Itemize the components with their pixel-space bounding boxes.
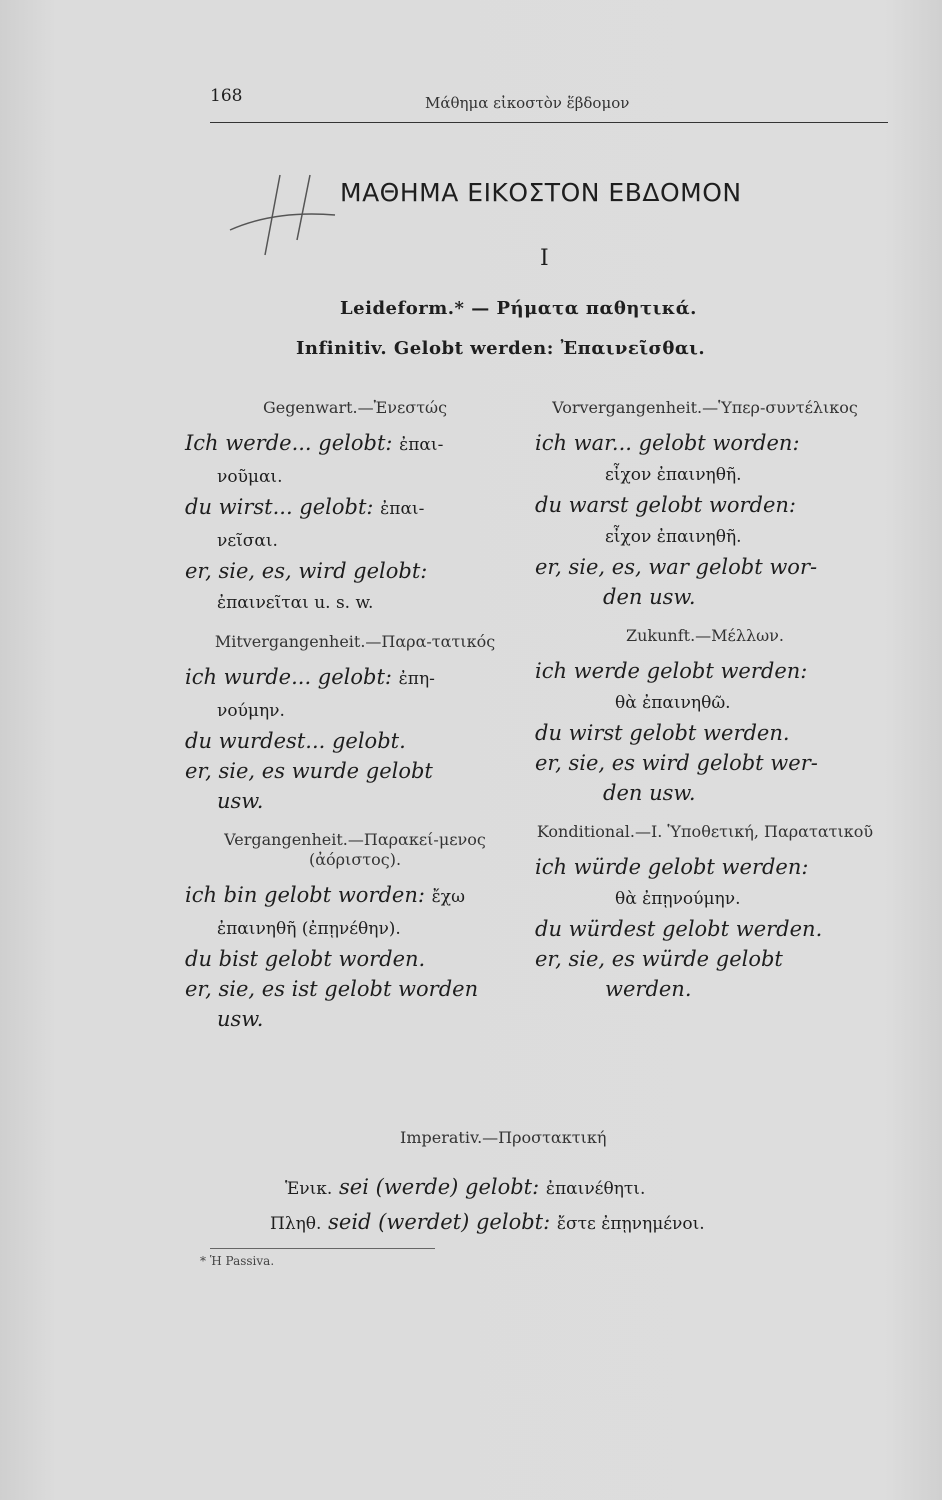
section-number: I: [540, 246, 549, 271]
conjugation-line: νοῦμαι.: [217, 467, 283, 487]
right-column: [535, 398, 875, 1004]
conjugation-line: er, sie, es, war gelobt wor-: [535, 555, 818, 579]
conjugation-line: er, sie, es wird gelobt wer-: [535, 751, 818, 775]
lesson-title: ΜΑΘΗΜΑ ΕΙΚΟΣΤΟΝ ΕΒΔΟΜΟΝ: [340, 178, 742, 207]
conjugation-line: ich bin gelobt worden: ἔχω: [185, 883, 465, 907]
conjugation-line: ich würde gelobt werden:: [535, 855, 809, 879]
imperative-singular: Ἑνικ. sei (werde) gelobt: ἐπαινέθητι.: [285, 1175, 646, 1199]
conjugation-line: εἶχον ἐπαινηθῆ.: [605, 527, 742, 547]
conditional-heading: Konditional.—I. Ὑποθετική, Παρατατικοῦ: [536, 822, 874, 841]
left-column: [185, 398, 525, 1034]
conjugation-line: du bist gelobt worden.: [185, 947, 426, 971]
conjugation-line: er, sie, es würde gelobt: [535, 947, 783, 971]
conjugation-line: νούμην.: [217, 701, 285, 721]
page-number: 168: [210, 86, 243, 106]
conjugation-line: du wirst... gelobt: ἐπαι-: [185, 495, 425, 519]
running-head: Μάθημα εἰκοστὸν ἕβδομον: [425, 94, 630, 112]
conjugation-line: er, sie, es ist gelobt worden: [185, 977, 479, 1001]
conjugation-line: θὰ ἐπῃνούμην.: [615, 889, 741, 909]
conjugation-line: den usw.: [603, 781, 696, 805]
conjugation-line: ich wurde... gelobt: ἐπη-: [185, 665, 435, 689]
conjugation-line: du warst gelobt worden:: [535, 493, 796, 517]
conjugation-line: du wirst gelobt werden.: [535, 721, 790, 745]
conjugation-line: Ich werde... gelobt: ἐπαι-: [185, 431, 444, 455]
subtitle-passive-form: Leideform.* — Ρήματα παθητικά.: [340, 298, 697, 319]
conjugation-line: ich war... gelobt worden:: [535, 431, 800, 455]
conjugation-line: ἐπαινεῖται u. s. w.: [217, 593, 374, 613]
imperfect-heading: Mitvergangenheit.—Παρα-τατικός: [214, 632, 496, 651]
footnote-rule: [210, 1248, 435, 1249]
page-header: [210, 86, 890, 116]
imperative-heading: Imperativ.—Προστακτική: [400, 1128, 607, 1147]
conjugation-line: er, sie, es wurde gelobt: [185, 759, 433, 783]
conjugation-line: νεῖσαι.: [217, 531, 278, 551]
conjugation-line: du wurdest... gelobt.: [185, 729, 406, 753]
footnote: * Ἡ Passiva.: [200, 1254, 275, 1268]
conjugation-line: den usw.: [603, 585, 696, 609]
pluperfect-heading: Vorvergangenheit.—Ὑπερ-συντέλικος: [552, 398, 858, 417]
conjugation-line: ich werde gelobt werden:: [535, 659, 808, 683]
conjugation-line: er, sie, es, wird gelobt:: [185, 559, 428, 583]
pencil-mark-icon: [225, 170, 345, 260]
conjugation-line: θὰ ἐπαινηθῶ.: [615, 693, 731, 713]
header-rule: [210, 122, 888, 123]
conjugation-line: usw.: [217, 1007, 264, 1031]
conjugation-line: werden.: [605, 977, 692, 1001]
conjugation-line: εἶχον ἐπαινηθῆ.: [605, 465, 742, 485]
conjugation-line: du würdest gelobt werden.: [535, 917, 823, 941]
present-heading: Gegenwart.—Ἐνεστώς: [262, 398, 448, 417]
perfect-heading: Vergangenheit.—Παρακεί-μενος (ἀόριστος).: [224, 830, 486, 869]
future-heading: Zukunft.—Μέλλων.: [626, 626, 784, 645]
imperative-plural: Πληθ. seid (werdet) gelobt: ἔστε ἐπῃνημένοι.: [270, 1210, 705, 1234]
conjugation-line: usw.: [217, 789, 264, 813]
conjugation-line: ἐπαινηθῆ (ἐπῃνέθην).: [217, 919, 401, 939]
subtitle-infinitive: Infinitiv. Gelobt werden: Ἐπαινεῖσθαι.: [296, 338, 706, 359]
